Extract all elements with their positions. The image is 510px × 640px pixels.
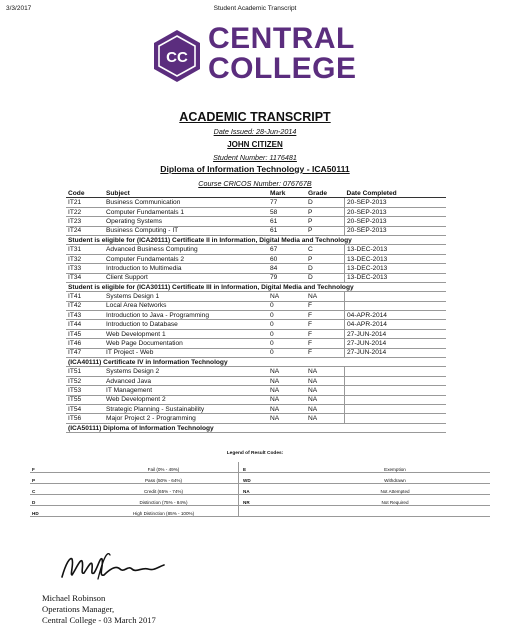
cell-code: IT45 bbox=[66, 329, 104, 338]
cell-date: 13-DEC-2013 bbox=[345, 254, 447, 263]
qualification-note: (ICA40111) Certificate IV in Information Technology bbox=[66, 358, 446, 367]
cell-date: 20-SEP-2013 bbox=[345, 207, 447, 216]
table-row bbox=[66, 273, 446, 282]
diploma-title: Diploma of Information Technology - ICA50111 bbox=[160, 164, 350, 174]
legend-code: NA bbox=[239, 484, 301, 495]
cell-grade: P bbox=[306, 254, 345, 263]
cell-subject: Introduction to Multimedia bbox=[104, 264, 268, 273]
legend-desc: High Distinction (85% - 100%) bbox=[89, 506, 239, 517]
cell-subject: Introduction to Database bbox=[104, 320, 268, 329]
cell-code: IT32 bbox=[66, 254, 104, 263]
cell-code: IT21 bbox=[66, 198, 104, 207]
cell-code: IT47 bbox=[66, 348, 104, 357]
legend-row bbox=[30, 484, 490, 495]
cell-subject: Strategic Planning - Sustainability bbox=[104, 404, 268, 413]
cell-date: 04-APR-2014 bbox=[345, 311, 447, 320]
college-logo-mark bbox=[150, 28, 204, 82]
cell-subject: Advanced Java bbox=[104, 376, 268, 385]
cell-subject: Client Support bbox=[104, 273, 268, 282]
cell-grade: NA bbox=[306, 395, 345, 404]
cell-code: IT23 bbox=[66, 217, 104, 226]
cell-subject: Business Computing - IT bbox=[104, 226, 268, 235]
table-row bbox=[66, 254, 446, 263]
col-subject: Subject bbox=[104, 189, 268, 198]
cell-date bbox=[345, 414, 447, 423]
legend-desc: Fail (0% - 49%) bbox=[89, 462, 239, 473]
cell-mark: 77 bbox=[268, 198, 306, 207]
legend-table bbox=[30, 462, 490, 517]
cell-grade: NA bbox=[306, 404, 345, 413]
cell-date: 13-DEC-2013 bbox=[345, 264, 447, 273]
cell-code: IT31 bbox=[66, 245, 104, 254]
cell-grade: NA bbox=[306, 376, 345, 385]
cell-mark: NA bbox=[268, 404, 306, 413]
legend-desc: Not Attempted bbox=[300, 484, 490, 495]
cell-code: IT56 bbox=[66, 414, 104, 423]
qualification-note: (ICA50111) Diploma of Information Technology bbox=[66, 423, 446, 432]
table-row bbox=[66, 329, 446, 338]
table-row bbox=[66, 339, 446, 348]
legend-row bbox=[30, 473, 490, 484]
cell-date: 13-DEC-2013 bbox=[345, 273, 447, 282]
cell-grade: F bbox=[306, 329, 345, 338]
cell-grade: D bbox=[306, 264, 345, 273]
table-row bbox=[66, 245, 446, 254]
cell-date bbox=[345, 386, 447, 395]
table-row bbox=[66, 386, 446, 395]
table-row bbox=[66, 348, 446, 357]
cell-code: IT54 bbox=[66, 404, 104, 413]
table-row bbox=[66, 292, 446, 301]
student-number: Student Number: 1176481 bbox=[213, 153, 297, 162]
table-row bbox=[66, 264, 446, 273]
cell-code: IT52 bbox=[66, 376, 104, 385]
legend-desc bbox=[300, 506, 490, 517]
table-row bbox=[66, 226, 446, 235]
cell-mark: 0 bbox=[268, 320, 306, 329]
cell-grade: P bbox=[306, 226, 345, 235]
cell-code: IT22 bbox=[66, 207, 104, 216]
cell-grade: F bbox=[306, 311, 345, 320]
signatory-name: Michael Robinson bbox=[42, 593, 106, 603]
legend-desc: Withdrawn bbox=[300, 473, 490, 484]
col-code: Code bbox=[66, 189, 104, 198]
header-title: Student Academic Transcript bbox=[213, 5, 297, 12]
cell-mark: 67 bbox=[268, 245, 306, 254]
legend-code: F bbox=[30, 462, 89, 473]
cell-code: IT44 bbox=[66, 320, 104, 329]
cell-mark: 84 bbox=[268, 264, 306, 273]
cell-subject: IT Management bbox=[104, 386, 268, 395]
cell-subject: Web Page Documentation bbox=[104, 339, 268, 348]
table-row bbox=[66, 320, 446, 329]
cell-code: IT55 bbox=[66, 395, 104, 404]
legend-row bbox=[30, 506, 490, 517]
cell-grade: F bbox=[306, 339, 345, 348]
col-grade: Grade bbox=[306, 189, 345, 198]
cell-grade: F bbox=[306, 301, 345, 310]
cell-date bbox=[345, 367, 447, 376]
cell-mark: NA bbox=[268, 395, 306, 404]
legend-row bbox=[30, 462, 490, 473]
header-date: 3/3/2017 bbox=[6, 5, 32, 12]
cell-mark: 0 bbox=[268, 311, 306, 320]
cell-date bbox=[345, 376, 447, 385]
cell-subject: Advanced Business Computing bbox=[104, 245, 268, 254]
cricos-number: Course CRICOS Number: 076767B bbox=[198, 179, 312, 188]
qualification-note: Student is eligible for (ICA30111) Certificate III in Information, Digital Media and Technology bbox=[66, 282, 446, 291]
cell-subject: Introduction to Java - Programming bbox=[104, 311, 268, 320]
cell-subject: Systems Design 1 bbox=[104, 292, 268, 301]
cell-date: 27-JUN-2014 bbox=[345, 339, 447, 348]
cell-mark: NA bbox=[268, 414, 306, 423]
qualification-note-row bbox=[66, 282, 446, 291]
cell-grade: P bbox=[306, 207, 345, 216]
signatory-title: Operations Manager, bbox=[42, 604, 115, 614]
legend-code: WD bbox=[239, 473, 301, 484]
cell-date: 27-JUN-2014 bbox=[345, 348, 447, 357]
cell-grade: NA bbox=[306, 292, 345, 301]
student-name: JOHN CITIZEN bbox=[227, 140, 283, 149]
col-mark: Mark bbox=[268, 189, 306, 198]
college-logo-wordmark bbox=[208, 24, 357, 84]
cell-grade: D bbox=[306, 273, 345, 282]
table-row bbox=[66, 414, 446, 423]
cell-mark: 60 bbox=[268, 254, 306, 263]
logo-line-2: COLLEGE bbox=[208, 52, 357, 85]
cell-subject: IT Project - Web bbox=[104, 348, 268, 357]
table-row bbox=[66, 404, 446, 413]
cell-code: IT33 bbox=[66, 264, 104, 273]
cell-date: 20-SEP-2013 bbox=[345, 226, 447, 235]
cell-code: IT53 bbox=[66, 386, 104, 395]
signatory-org-date: Central College - 03 March 2017 bbox=[42, 615, 156, 625]
cell-code: IT24 bbox=[66, 226, 104, 235]
qualification-note-row bbox=[66, 358, 446, 367]
cell-date bbox=[345, 395, 447, 404]
cell-mark: 58 bbox=[268, 207, 306, 216]
cell-subject: Computer Fundamentals 2 bbox=[104, 254, 268, 263]
cell-mark: 61 bbox=[268, 226, 306, 235]
cell-code: IT51 bbox=[66, 367, 104, 376]
cell-mark: 0 bbox=[268, 348, 306, 357]
legend-code: HD bbox=[30, 506, 89, 517]
cell-mark: 79 bbox=[268, 273, 306, 282]
results-header-row bbox=[66, 189, 446, 198]
table-row bbox=[66, 217, 446, 226]
legend-code: C bbox=[30, 484, 89, 495]
table-row bbox=[66, 301, 446, 310]
cell-date bbox=[345, 292, 447, 301]
cell-subject: Computer Fundamentals 1 bbox=[104, 207, 268, 216]
legend-desc: Distinction (75% - 84%) bbox=[89, 495, 239, 506]
legend-row bbox=[30, 495, 490, 506]
cell-grade: F bbox=[306, 348, 345, 357]
table-row bbox=[66, 395, 446, 404]
table-row bbox=[66, 376, 446, 385]
cell-date: 13-DEC-2013 bbox=[345, 245, 447, 254]
cell-mark: 0 bbox=[268, 301, 306, 310]
cell-subject: Web Development 2 bbox=[104, 395, 268, 404]
cell-mark: NA bbox=[268, 292, 306, 301]
qualification-note-row bbox=[66, 235, 446, 244]
legend-desc: Credit (65% - 74%) bbox=[89, 484, 239, 495]
cell-mark: 61 bbox=[268, 217, 306, 226]
cell-grade: NA bbox=[306, 414, 345, 423]
table-row bbox=[66, 207, 446, 216]
signatory-block bbox=[42, 593, 156, 626]
legend-desc: Pass (50% - 64%) bbox=[89, 473, 239, 484]
cell-subject: Web Development 1 bbox=[104, 329, 268, 338]
legend-code: D bbox=[30, 495, 89, 506]
cell-mark: NA bbox=[268, 376, 306, 385]
results-body bbox=[66, 198, 446, 433]
legend-desc: Exemption bbox=[300, 462, 490, 473]
signature bbox=[58, 545, 168, 589]
cell-date bbox=[345, 301, 447, 310]
cell-subject: Major Project 2 - Programming bbox=[104, 414, 268, 423]
legend-body bbox=[30, 462, 490, 517]
cell-code: IT34 bbox=[66, 273, 104, 282]
table-row bbox=[66, 311, 446, 320]
results-table bbox=[66, 189, 446, 433]
cell-date bbox=[345, 404, 447, 413]
cell-date: 20-SEP-2013 bbox=[345, 217, 447, 226]
cell-code: IT42 bbox=[66, 301, 104, 310]
cell-subject: Systems Design 2 bbox=[104, 367, 268, 376]
cell-grade: F bbox=[306, 320, 345, 329]
cell-grade: P bbox=[306, 217, 345, 226]
transcript-heading: ACADEMIC TRANSCRIPT bbox=[179, 110, 331, 124]
cell-code: IT43 bbox=[66, 311, 104, 320]
table-row bbox=[66, 198, 446, 207]
date-issued: Date Issued: 28-Jun-2014 bbox=[213, 127, 297, 136]
legend-desc: Not Required bbox=[300, 495, 490, 506]
col-date: Date Completed bbox=[345, 189, 447, 198]
cell-mark: 0 bbox=[268, 329, 306, 338]
cell-grade: C bbox=[306, 245, 345, 254]
legend-code bbox=[239, 506, 301, 517]
cell-grade: NA bbox=[306, 367, 345, 376]
college-logo bbox=[150, 24, 362, 88]
cell-code: IT46 bbox=[66, 339, 104, 348]
cell-date: 27-JUN-2014 bbox=[345, 329, 447, 338]
cell-subject: Business Communication bbox=[104, 198, 268, 207]
cell-mark: NA bbox=[268, 367, 306, 376]
cell-grade: D bbox=[306, 198, 345, 207]
qualification-note: Student is eligible for (ICA20111) Certificate II in Information, Digital Media and Technology bbox=[66, 235, 446, 244]
college-logo-monogram: CC bbox=[166, 49, 188, 66]
qualification-note-row bbox=[66, 423, 446, 432]
cell-mark: NA bbox=[268, 386, 306, 395]
table-row bbox=[66, 367, 446, 376]
legend-code: E bbox=[239, 462, 301, 473]
logo-line-1: CENTRAL bbox=[208, 22, 355, 55]
cell-date: 20-SEP-2013 bbox=[345, 198, 447, 207]
cell-mark: 0 bbox=[268, 339, 306, 348]
cell-code: IT41 bbox=[66, 292, 104, 301]
legend-code: NR bbox=[239, 495, 301, 506]
legend-code: P bbox=[30, 473, 89, 484]
cell-subject: Local Area Networks bbox=[104, 301, 268, 310]
cell-subject: Operating Systems bbox=[104, 217, 268, 226]
cell-date: 04-APR-2014 bbox=[345, 320, 447, 329]
legend-title: Legend of Result Codes: bbox=[226, 451, 284, 456]
cell-grade: NA bbox=[306, 386, 345, 395]
